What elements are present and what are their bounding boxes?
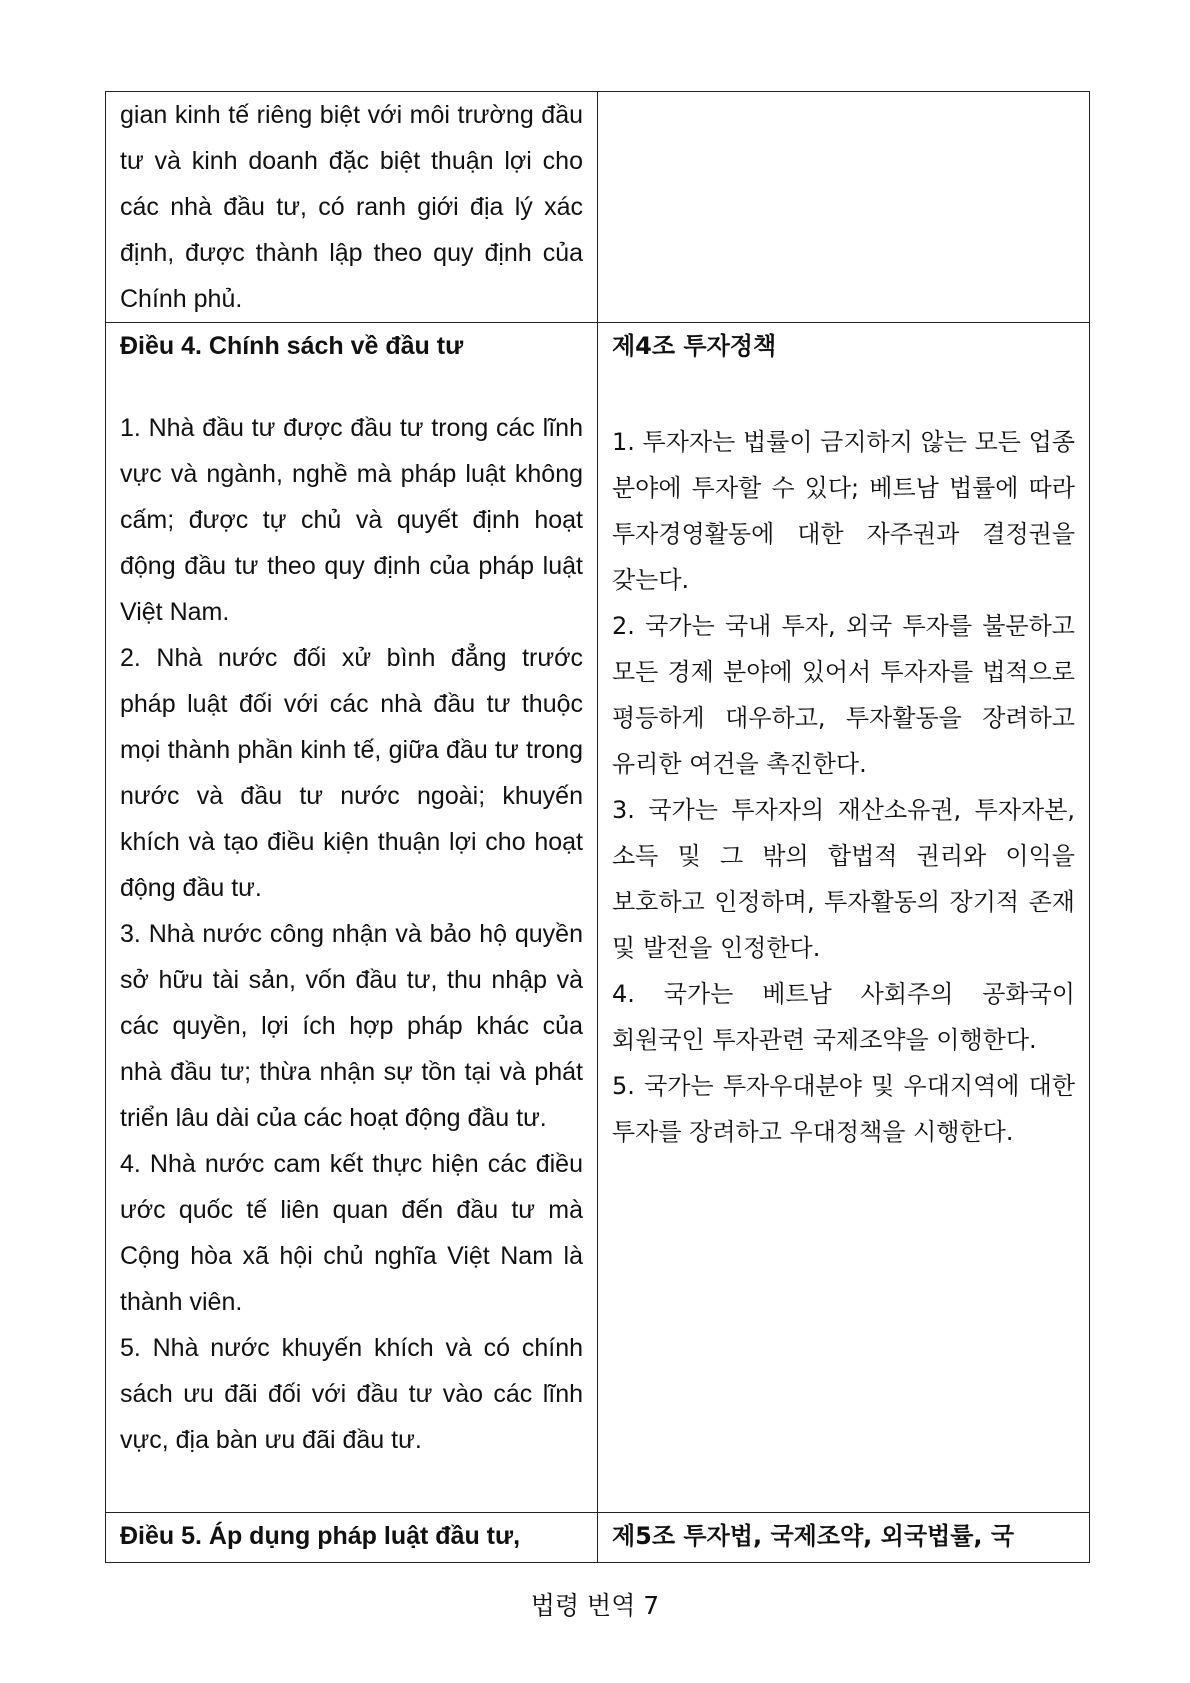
korean-cell [598, 1513, 1090, 1563]
list-item: 3. 국가는 투자자의 재산소유권, 투자자본, 소득 및 그 밖의 합법적 권리와 이익을 보호하고 인정하며, 투자활동의 장기적 존재 및 발전을 인정한다. [612, 796, 1075, 962]
table-row [106, 1513, 1090, 1563]
vietnamese-cell [106, 323, 598, 1513]
article-heading-vi: Điều 5. Áp dụng pháp luật đầu tư, [120, 1522, 521, 1550]
vietnamese-cell [106, 1513, 598, 1563]
list-item: 3. Nhà nước công nhận và bảo hộ quyền sở hữu tài sản, vốn đầu tư, thu nhập và các quyền, lợi ích hợp pháp khác của nhà đầu tư; thừa nhận sự tồn tại và phát triển lâu dài của các hoạt động đầu tư. [120, 920, 583, 1132]
list-item: 2. 국가는 국내 투자, 외국 투자를 불문하고 모든 경제 분야에 있어서 투자자를 법적으로 평등하게 대우하고, 투자활동을 장려하고 유리한 여건을 촉진한다. [612, 612, 1075, 778]
bilingual-law-table [105, 91, 1090, 1563]
list-item: 1. Nhà đầu tư được đầu tư trong các lĩnh vực và ngành, nghề mà pháp luật không cấm; được tự chủ và quyết định hoạt động đầu tư theo quy định của pháp luật Việt Nam. [120, 414, 583, 626]
korean-cell [598, 92, 1090, 323]
table-row [106, 323, 1090, 1513]
article-heading-ko: 제4조 투자정책 [612, 332, 777, 360]
article-heading-vi: Điều 4. Chính sách về đầu tư [120, 332, 464, 360]
list-item: 1. 투자자는 법률이 금지하지 않는 모든 업종 분야에 투자할 수 있다; 베트남 법률에 따라 투자경영활동에 대한 자주권과 결정권을 갖는다. [612, 428, 1075, 594]
list-item: 5. 국가는 투자우대분야 및 우대지역에 대한 투자를 장려하고 우대정책을 시행한다. [612, 1072, 1075, 1146]
table-row [106, 92, 1090, 323]
korean-cell [598, 323, 1090, 1513]
article-heading-ko: 제5조 투자법, 국제조약, 외국법률, 국 [612, 1522, 1015, 1550]
list-item: 5. Nhà nước khuyến khích và có chính sách ưu đãi đối với đầu tư vào các lĩnh vực, địa bàn ưu đãi đầu tư. [120, 1334, 583, 1454]
vietnamese-cell [106, 92, 598, 323]
list-item: 2. Nhà nước đối xử bình đẳng trước pháp luật đối với các nhà đầu tư thuộc mọi thành phần kinh tế, giữa đầu tư trong nước và đầu tư nước ngoài; khuyến khích và tạo điều kiện thuận lợi cho hoạt động đầu tư. [120, 644, 583, 902]
vietnamese-paragraph: gian kinh tế riêng biệt với môi trường đầu tư và kinh doanh đặc biệt thuận lợi cho các nhà đầu tư, có ranh giới địa lý xác định, được thành lập theo quy định của Chính phủ. [120, 101, 583, 313]
list-item: 4. 국가는 베트남 사회주의 공화국이 회원국인 투자관련 국제조약을 이행한다. [612, 980, 1075, 1054]
page-footer: 법령 번역 7 [530, 1591, 660, 1620]
list-item: 4. Nhà nước cam kết thực hiện các điều ước quốc tế liên quan đến đầu tư mà Cộng hòa xã hội chủ nghĩa Việt Nam là thành viên. [120, 1150, 583, 1316]
